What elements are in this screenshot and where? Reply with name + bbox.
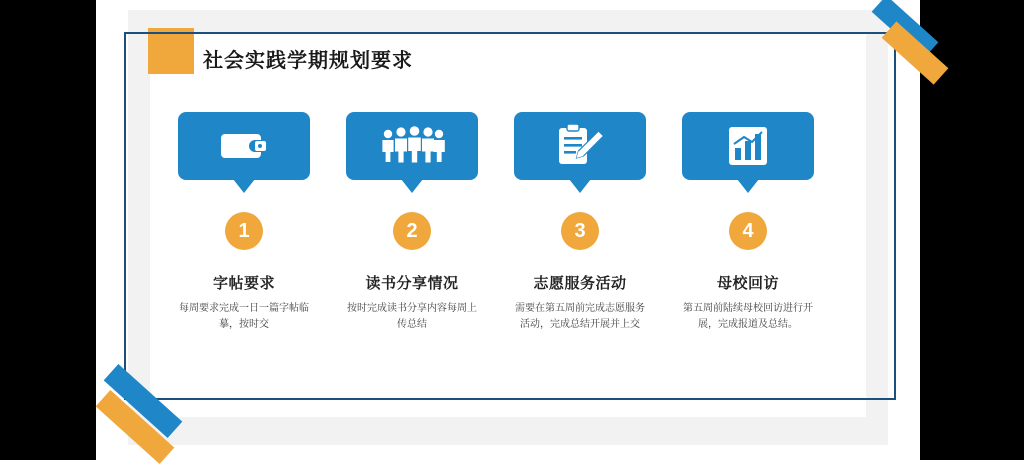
icon-bubble-2 — [346, 112, 478, 180]
list-item — [664, 112, 832, 333]
clipboard-pencil-icon — [554, 123, 606, 169]
requirement-list — [160, 112, 870, 333]
step-number: 2 — [393, 212, 431, 250]
step-number: 1 — [225, 212, 263, 250]
item-description: 每周要求完成一日一篇字帖临摹，按时交 — [179, 303, 309, 330]
item-title: 字帖要求 — [212, 275, 275, 292]
page-title: 社会实践学期规划要求 — [203, 50, 413, 72]
item-description: 按时完成读书分享内容每周上传总结 — [347, 303, 477, 330]
item-description: 第五周前陆续母校回访进行开展，完成报道及总结。 — [683, 303, 813, 330]
list-item — [496, 112, 664, 333]
list-item — [328, 112, 496, 333]
list-item — [160, 112, 328, 333]
item-title: 母校回访 — [716, 275, 779, 292]
step-number: 3 — [561, 212, 599, 250]
item-description: 需要在第五周前完成志愿服务活动，完成总结开展并上交 — [515, 303, 645, 330]
item-title: 读书分享情况 — [365, 275, 459, 292]
icon-bubble-3 — [514, 112, 646, 180]
bar-chart-icon — [726, 124, 770, 168]
letterbox-left — [0, 0, 96, 460]
icon-bubble-1 — [178, 112, 310, 180]
people-group-icon — [379, 126, 445, 166]
wallet-icon — [219, 126, 269, 166]
step-number: 4 — [729, 212, 767, 250]
item-title: 志愿服务活动 — [533, 275, 627, 292]
icon-bubble-4 — [682, 112, 814, 180]
title-accent-square — [148, 28, 194, 74]
